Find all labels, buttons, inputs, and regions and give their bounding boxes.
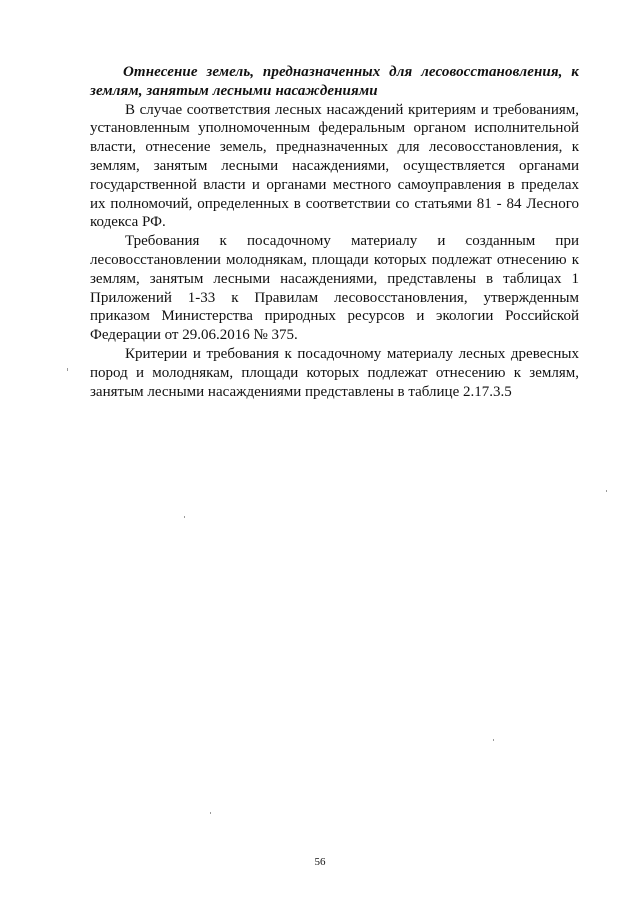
- page-number: 56: [314, 856, 326, 868]
- scan-speck: [67, 368, 68, 371]
- paragraph-3: Критерии и требования к посадочному материалу лесных древесных пород и молоднякам, площади которых подлежат отнесению к землям, занятым лесными насаждениями представлены в таблице 2.17.3.5: [90, 345, 579, 400]
- scan-speck: [184, 516, 185, 518]
- paragraph-1: В случае соответствия лесных насаждений критериям и требованиям, установленным уполномоченным федеральным органом исполнительной власти, отнесение земель, предназначенных для лесовосстановления, к землям, занятым лесными насаждениями, осуществляется органами государственной власти и органами местного самоуправления в пределах их полномочий, определенных в соответствии со статьями 81 - 84 Лесного кодекса РФ.: [90, 101, 579, 231]
- text-block: [90, 63, 579, 401]
- paragraph-2: Требования к посадочному материалу и созданным при лесовосстановлении молоднякам, площади которых подлежат отнесению к землям, занятым лесными насаждениями, представлены в таблицах 1 Приложений 1-33 к Правилам лесовосстановления, утвержденным приказом Министерства природных ресурсов и экологии Российской Федерации от 29.06.2016 № 375.: [90, 233, 579, 344]
- scan-speck: [493, 739, 494, 741]
- scan-speck: [210, 812, 211, 814]
- section-heading: Отнесение земель, предназначенных для лесовосстановления, к землям, занятым лесными насаждениями: [90, 64, 579, 99]
- scan-speck: [606, 490, 607, 492]
